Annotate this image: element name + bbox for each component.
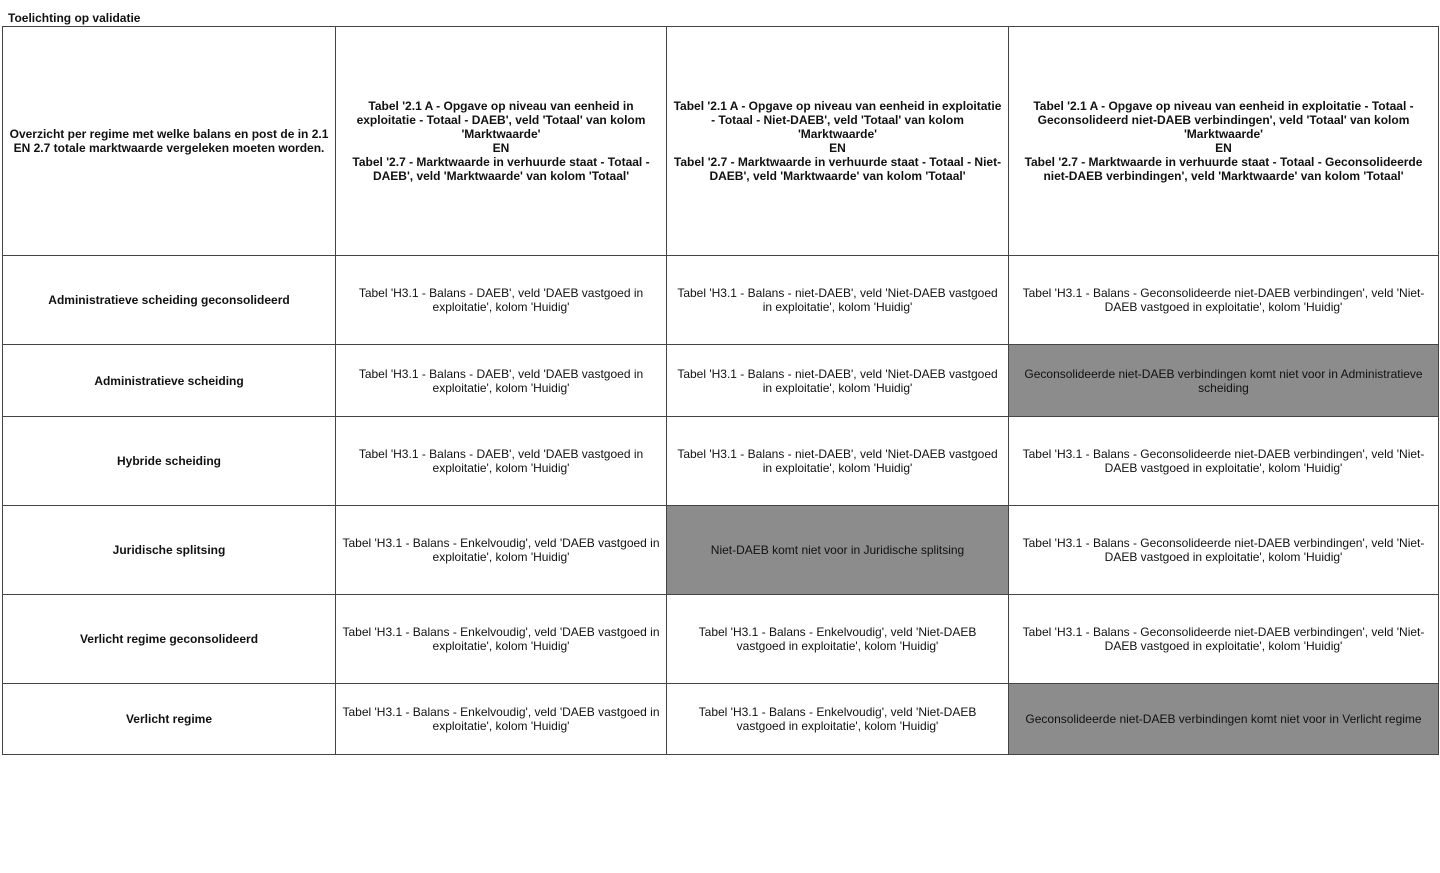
table-cell-not-applicable: Niet-DAEB komt niet voor in Juridische splitsing bbox=[667, 506, 1009, 595]
column-header-niet-daeb bbox=[667, 27, 1009, 256]
table-cell: Tabel 'H3.1 - Balans - DAEB', veld 'DAEB vastgoed in exploitatie', kolom 'Huidig' bbox=[336, 345, 667, 417]
column-header-daeb bbox=[336, 27, 667, 256]
table-cell: Tabel 'H3.1 - Balans - Enkelvoudig', veld 'DAEB vastgoed in exploitatie', kolom 'Huidig' bbox=[336, 595, 667, 684]
column-header-en: EN bbox=[1215, 141, 1232, 155]
corner-header-cell: Overzicht per regime met welke balans en post de in 2.1 EN 2.7 totale marktwaarde vergeleken moeten worden. bbox=[3, 27, 336, 256]
table-cell: Tabel 'H3.1 - Balans - niet-DAEB', veld 'Niet-DAEB vastgoed in exploitatie', kolom 'Huidig' bbox=[667, 417, 1009, 506]
column-header-en: EN bbox=[492, 141, 510, 155]
row-label: Juridische splitsing bbox=[3, 506, 336, 595]
table-row bbox=[3, 417, 1439, 506]
table-cell: Tabel 'H3.1 - Balans - niet-DAEB', veld 'Niet-DAEB vastgoed in exploitatie', kolom 'Huidig' bbox=[667, 256, 1009, 345]
table-cell-not-applicable: Geconsolideerde niet-DAEB verbindingen komt niet voor in Administratieve scheiding bbox=[1009, 345, 1439, 417]
table-cell: Tabel 'H3.1 - Balans - Enkelvoudig', veld 'DAEB vastgoed in exploitatie', kolom 'Huidig' bbox=[336, 684, 667, 755]
table-cell: Tabel 'H3.1 - Balans - niet-DAEB', veld 'Niet-DAEB vastgoed in exploitatie', kolom 'Huidig' bbox=[667, 345, 1009, 417]
table-cell: Tabel 'H3.1 - Balans - Geconsolideerde niet-DAEB verbindingen', veld 'Niet-DAEB vastgoed in exploitatie', kolom 'Huidig' bbox=[1009, 256, 1439, 345]
table-cell: Tabel 'H3.1 - Balans - Enkelvoudig', veld 'Niet-DAEB vastgoed in exploitatie', kolom 'Huidig' bbox=[667, 684, 1009, 755]
column-header-line1: Tabel '2.1 A - Opgave op niveau van eenheid in exploitatie - Totaal - Niet-DAEB', veld 'Totaal' van kolom 'Marktwaarde' bbox=[673, 99, 1002, 141]
row-label: Verlicht regime geconsolideerd bbox=[3, 595, 336, 684]
column-header-line2: Tabel '2.7 - Marktwaarde in verhuurde staat - Totaal - Geconsolideerde niet-DAEB verbindingen', veld 'Marktwaarde' van kolom 'Totaal' bbox=[1024, 155, 1423, 183]
table-row bbox=[3, 256, 1439, 345]
row-label: Administratieve scheiding geconsolideerd bbox=[3, 256, 336, 345]
table-cell-not-applicable: Geconsolideerde niet-DAEB verbindingen komt niet voor in Verlicht regime bbox=[1009, 684, 1439, 755]
column-header-line1: Tabel '2.1 A - Opgave op niveau van eenheid in exploitatie - Totaal - Geconsolideerd niet-DAEB verbindingen', veld 'Totaal' van kolom 'Marktwaarde' bbox=[1033, 99, 1414, 141]
table-row bbox=[3, 506, 1439, 595]
page-title: Toelichting op validatie bbox=[8, 11, 141, 25]
table-cell: Tabel 'H3.1 - Balans - DAEB', veld 'DAEB vastgoed in exploitatie', kolom 'Huidig' bbox=[336, 417, 667, 506]
table-cell: Tabel 'H3.1 - Balans - Geconsolideerde niet-DAEB verbindingen', veld 'Niet-DAEB vastgoed in exploitatie', kolom 'Huidig' bbox=[1009, 595, 1439, 684]
column-header-line2: Tabel '2.7 - Marktwaarde in verhuurde staat - Totaal - DAEB', veld 'Marktwaarde' van kolom 'Totaal' bbox=[352, 155, 650, 183]
table-header-row bbox=[3, 27, 1439, 256]
table-row bbox=[3, 595, 1439, 684]
column-header-en: EN bbox=[829, 141, 846, 155]
column-header-line2: Tabel '2.7 - Marktwaarde in verhuurde staat - Totaal - Niet-DAEB', veld 'Marktwaarde' van kolom 'Totaal' bbox=[673, 155, 1002, 183]
table-cell: Tabel 'H3.1 - Balans - Enkelvoudig', veld 'DAEB vastgoed in exploitatie', kolom 'Huidig' bbox=[336, 506, 667, 595]
table-cell: Tabel 'H3.1 - Balans - DAEB', veld 'DAEB vastgoed in exploitatie', kolom 'Huidig' bbox=[336, 256, 667, 345]
table-cell: Tabel 'H3.1 - Balans - Enkelvoudig', veld 'Niet-DAEB vastgoed in exploitatie', kolom 'Huidig' bbox=[667, 595, 1009, 684]
validation-table bbox=[2, 26, 1439, 755]
table-cell: Tabel 'H3.1 - Balans - Geconsolideerde niet-DAEB verbindingen', veld 'Niet-DAEB vastgoed in exploitatie', kolom 'Huidig' bbox=[1009, 417, 1439, 506]
table-cell: Tabel 'H3.1 - Balans - Geconsolideerde niet-DAEB verbindingen', veld 'Niet-DAEB vastgoed in exploitatie', kolom 'Huidig' bbox=[1009, 506, 1439, 595]
table-row bbox=[3, 345, 1439, 417]
column-header-line1: Tabel '2.1 A - Opgave op niveau van eenheid in exploitatie - Totaal - DAEB', veld 'Totaal' van kolom 'Marktwaarde' bbox=[356, 99, 646, 141]
row-label: Verlicht regime bbox=[3, 684, 336, 755]
table-row bbox=[3, 684, 1439, 755]
row-label: Hybride scheiding bbox=[3, 417, 336, 506]
row-label: Administratieve scheiding bbox=[3, 345, 336, 417]
column-header-geconsolideerd bbox=[1009, 27, 1439, 256]
